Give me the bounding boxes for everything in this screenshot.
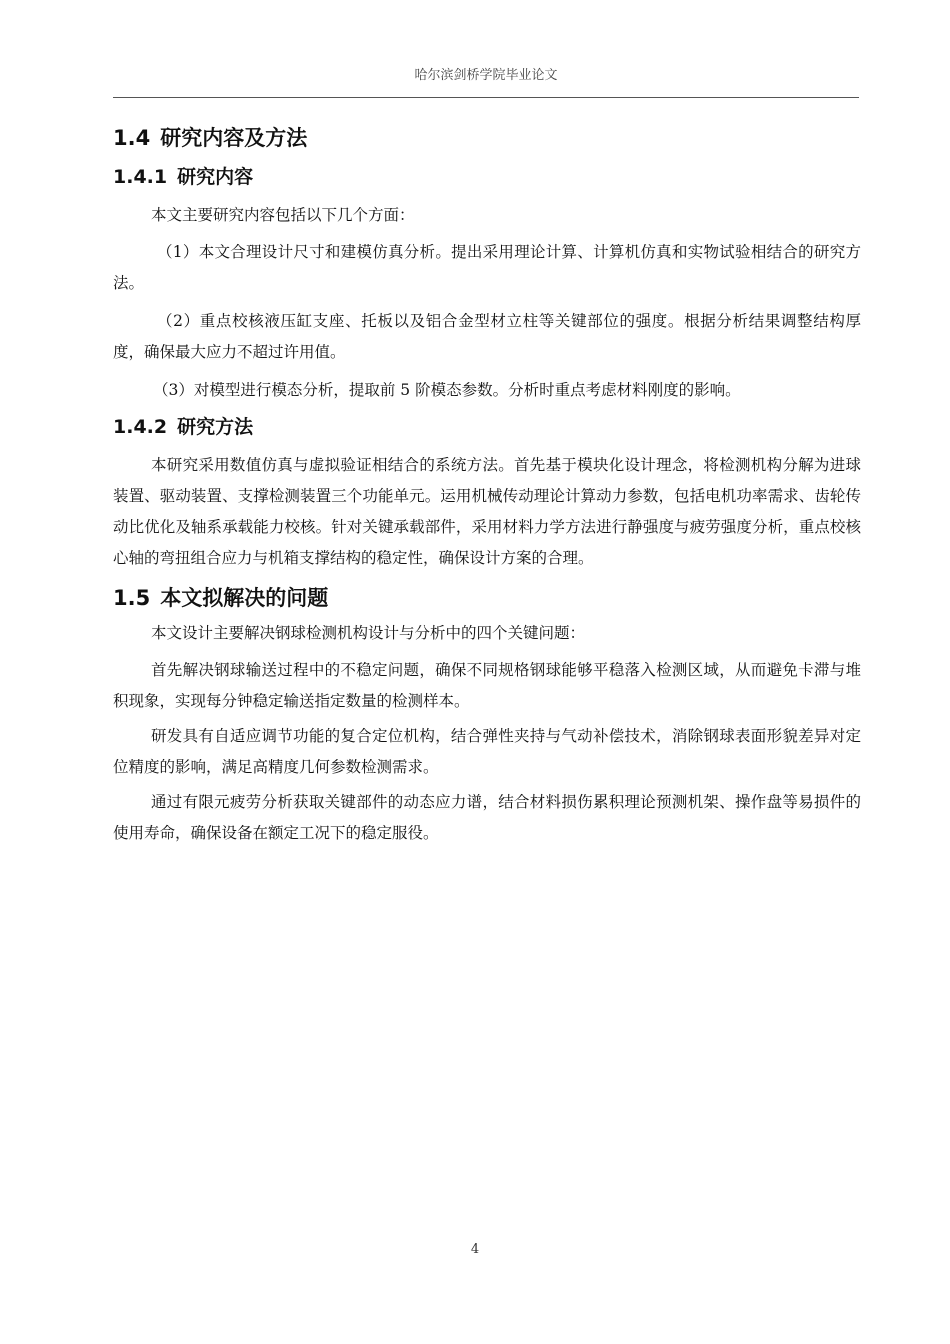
page-number: 4 [470, 1242, 480, 1257]
section-number: 1.4 [113, 126, 151, 150]
research-content-item: （1）本文合理设计尺寸和建模仿真分析。提出采用理论计算、计算机仿真和实物试验相结合的研究方法。 [113, 243, 861, 292]
section-number: 1.4.1 [113, 166, 168, 188]
section-heading-1-4-2 [113, 410, 861, 444]
section-heading-1-4-1 [113, 160, 861, 194]
section-heading-1-5 [113, 580, 861, 616]
page-header: 哈尔滨剑桥学院毕业论文 [414, 68, 558, 83]
document-body [113, 120, 861, 849]
problem-paragraph: 首先解决钢球输送过程中的不稳定问题，确保不同规格钢球能够平稳落入检测区域，从而避免卡滞与堆积现象，实现每分钟稳定输送指定数量的检测样本。 [113, 661, 861, 710]
section-heading-1-4 [113, 120, 861, 156]
section-number: 1.5 [113, 586, 151, 610]
section-title: 研究方法 [177, 416, 254, 438]
section-title: 本文拟解决的问题 [160, 586, 329, 610]
research-content-intro: 本文主要研究内容包括以下几个方面： [151, 206, 415, 224]
research-method-body: 本研究采用数值仿真与虚拟验证相结合的系统方法。首先基于模块化设计理念，将检测机构分解为进球装置、驱动装置、支撑检测装置三个功能单元。运用机械传动理论计算动力参数，包括电机功率需求、齿轮传动比优化及轴系承载能力校核。针对关键承载部件，采用材料力学方法进行静强度与疲劳强度分析，重点校核心轴的弯扭组合应力与机箱支撑结构的稳定性，确保设计方案的合理。 [113, 456, 861, 567]
header-rule [113, 97, 859, 98]
problem-paragraph: 研发具有自适应调节功能的复合定位机构，结合弹性夹持与气动补偿技术，消除钢球表面形貌差异对定位精度的影响，满足高精度几何参数检测需求。 [113, 727, 861, 776]
section-title: 研究内容 [177, 166, 254, 188]
section-title: 研究内容及方法 [160, 126, 308, 150]
problem-paragraph: 本文设计主要解决钢球检测机构设计与分析中的四个关键问题： [151, 624, 586, 642]
problem-paragraph: 通过有限元疲劳分析获取关键部件的动态应力谱，结合材料损伤累积理论预测机架、操作盘等易损件的使用寿命，确保设备在额定工况下的稳定服役。 [113, 793, 861, 842]
section-number: 1.4.2 [113, 416, 168, 438]
research-content-item: （3）对模型进行模态分析，提取前 5 阶模态参数。分析时重点考虑材料刚度的影响。 [153, 381, 741, 399]
research-content-item: （2）重点校核液压缸支座、托板以及铝合金型材立柱等关键部位的强度。根据分析结果调整结构厚度，确保最大应力不超过许用值。 [113, 312, 861, 361]
